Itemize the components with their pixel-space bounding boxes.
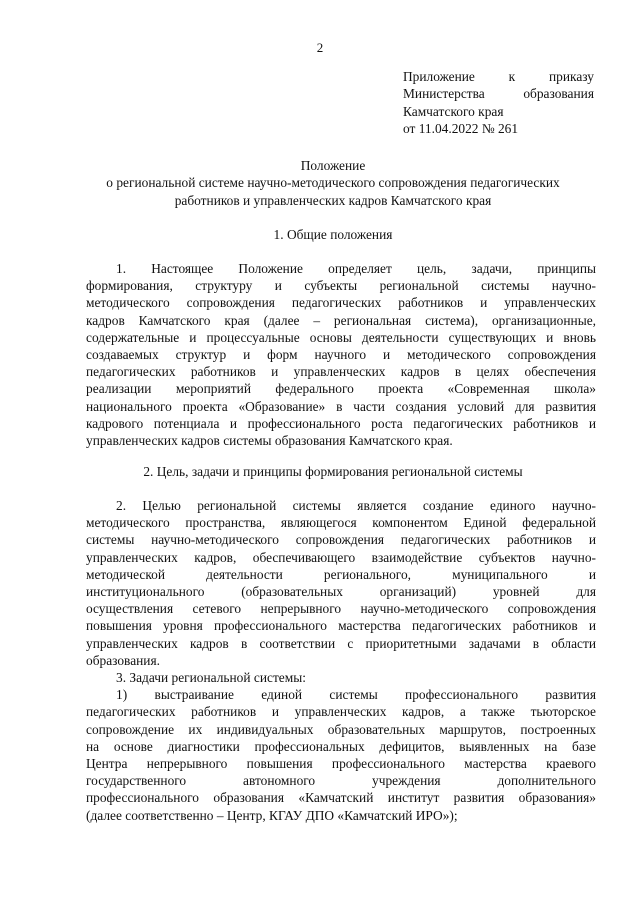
appendix-line: Приложение к приказу bbox=[403, 69, 594, 84]
section-heading-goals: 2. Цель, задачи и принципы формирования региональной системы bbox=[143, 464, 523, 479]
document-title bbox=[70, 157, 596, 209]
text-line: создаваемых структур и форм научного и методического сопровождения bbox=[86, 346, 596, 362]
text-line: методического пространства, являющегося компонентом Единой федеральной bbox=[86, 515, 596, 531]
text-line: 1) выстраивание единой системы профессионального развития bbox=[116, 687, 596, 703]
text-line: содержательные и процессуальные основы деятельности существующих и вновь bbox=[86, 329, 596, 345]
text-line: институционального (образовательных организаций) уровней для bbox=[86, 583, 596, 599]
text-line: национального проекта «Образование» в части создания условий для развития bbox=[86, 398, 596, 414]
text-line: повышения уровня профессионального мастерства педагогических работников и bbox=[86, 618, 596, 634]
text-line: педагогических работников и управленческих кадров в целях обеспечения bbox=[86, 364, 596, 380]
text-line: реализации мероприятий федерального проекта «Современная школа» bbox=[86, 381, 596, 397]
text-line: осуществления сетевого непрерывного научно-методического сопровождения bbox=[86, 601, 596, 617]
text-line: сопровождение их индивидуальных образовательных маршрутов, построенных bbox=[86, 721, 596, 737]
title-line: Положение bbox=[300, 158, 366, 173]
text-line: (далее соответственно – Центр, КГАУ ДПО «Камчатский ИРО»); bbox=[86, 807, 458, 823]
appendix-line: от 11.04.2022 № 261 bbox=[403, 121, 519, 137]
appendix-line: Министерства образования bbox=[403, 86, 594, 102]
text-line: Центра непрерывного повышения профессионального мастерства краевого bbox=[86, 755, 596, 771]
text-line: на основе диагностики профессиональных дефицитов, выявленных на базе bbox=[86, 738, 596, 754]
text-line: государственного автономного учреждения дополнительного bbox=[86, 773, 596, 789]
text-line: профессионального образования «Камчатский институт развития образования» bbox=[86, 790, 596, 806]
text-line: формирования, структуру и субъекты региональной системы научно- bbox=[86, 278, 596, 294]
text-line: системы научно-методического сопровождения педагогических работников и bbox=[86, 532, 596, 548]
text-line: 2. Целью региональной системы является создание единого научно- bbox=[116, 498, 596, 513]
text-line: управленческих кадров системы образования Камчатского края. bbox=[86, 432, 453, 448]
appendix-block bbox=[403, 68, 594, 138]
text-line: педагогических работников и управленческих кадров, а также тьюторское bbox=[86, 704, 596, 720]
text-line: управленческих кадров в соответствии с приоритетными задачами в области bbox=[86, 635, 596, 651]
title-line: работников и управленческих кадров Камчатского края bbox=[174, 192, 492, 208]
text-line: 1. Настоящее Положение определяет цель, задачи, принципы bbox=[116, 261, 596, 276]
paragraph-1 bbox=[86, 260, 596, 449]
appendix-line: Камчатского края bbox=[403, 103, 504, 119]
text-line: образования. bbox=[86, 652, 160, 668]
page-number: 2 bbox=[316, 40, 324, 55]
text-line: управленческих кадров, обеспечивающего взаимодействие субъектов научно- bbox=[86, 549, 596, 565]
text-line: методической деятельности регионального, муниципального и bbox=[86, 566, 596, 582]
text-line: 3. Задачи региональной системы: bbox=[116, 670, 306, 685]
paragraph-2 bbox=[86, 497, 596, 669]
paragraph-3 bbox=[86, 669, 596, 824]
title-line: о региональной системе научно-методического сопровождения педагогических bbox=[106, 175, 560, 191]
text-line: методического сопровождения педагогических работников и управленческих bbox=[86, 295, 596, 311]
text-line: кадрового потенциала и профессионального роста педагогических работников и bbox=[86, 415, 596, 431]
section-heading-general: 1. Общие положения bbox=[273, 227, 393, 242]
text-line: кадров Камчатского края (далее – региональная система), организационные, bbox=[86, 312, 596, 328]
